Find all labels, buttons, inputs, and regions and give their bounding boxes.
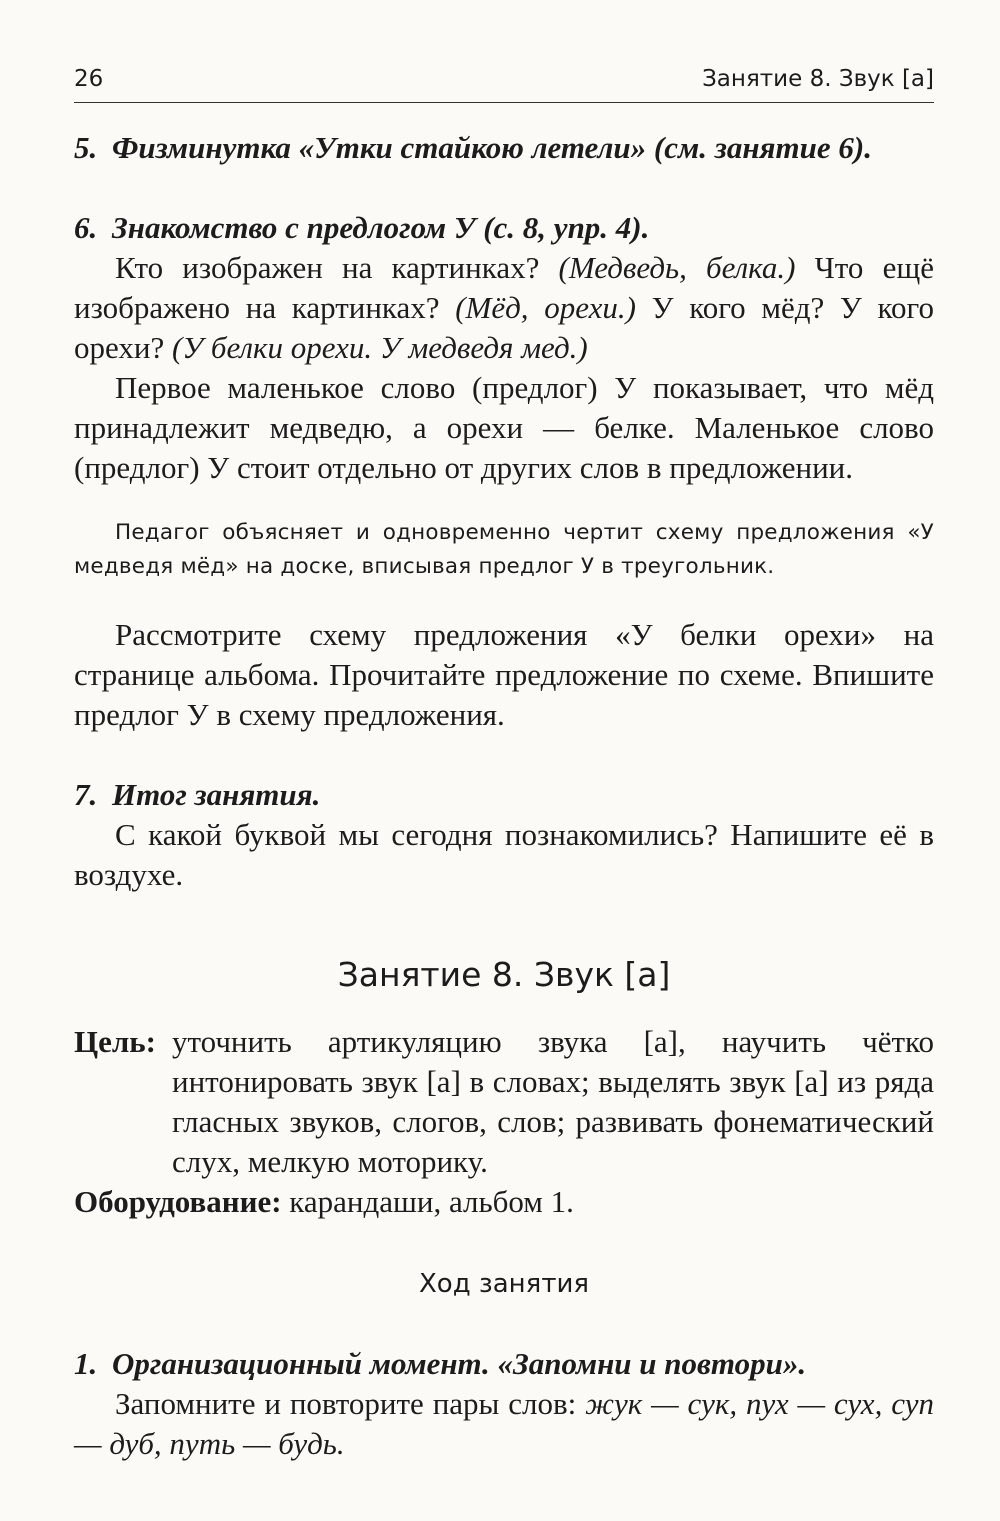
section-6-paragraph-3: Рассмотрите схему предложения «У белки орехи» на странице альбома. Прочитайте предложение по схеме. Впишите предлог У в схему предложения. xyxy=(74,617,934,732)
section-7-paragraph: С какой буквой мы сегодня познакомились? Напишите её в воздухе. xyxy=(74,817,934,892)
section-1-paragraph: Запомните и повторите пары слов: жук — сук, пух — сух, суп — дуб, путь — будь. xyxy=(74,1386,934,1461)
lesson-title: Занятие 8. Звук [а] xyxy=(337,955,671,994)
lesson-progress-title: Ход занятия xyxy=(418,1269,590,1299)
section-6-paragraph-1: Кто изображен на картинках? (Медведь, белка.) Что ещё изображено на картинках? (Мёд, орехи.) У кого мёд? У кого орехи? (У белки орехи. У медведя мед.) xyxy=(74,250,934,365)
equipment-label: Оборудование: xyxy=(74,1184,282,1219)
lesson-equipment xyxy=(74,1182,934,1222)
equipment-text: карандаши, альбом 1. xyxy=(281,1184,574,1219)
teacher-note: Педагог объясняет и одновременно чертит схему предложения «У медведя мёд» на доске, вписывая предлог У в треугольник. xyxy=(74,520,934,579)
section-1-heading: 1. Организационный момент. «Запомни и повтори». xyxy=(74,1346,807,1381)
section-6-heading: 6. Знакомство с предлогом У (с. 8, упр. 4). xyxy=(74,210,650,245)
lesson-goal xyxy=(74,1022,934,1182)
section-7-heading: 7. Итог занятия. xyxy=(74,777,321,812)
goal-label: Цель: xyxy=(74,1024,156,1059)
page-header xyxy=(74,60,934,103)
running-title: Занятие 8. Звук [а] xyxy=(702,66,934,92)
goal-text: уточнить артикуляцию звука [а], научить чётко интонировать звук [а] в словах; выделять звук [а] из ряда гласных звуков, слогов, слов; развивать фонематический слух, мелкую моторику. xyxy=(172,1024,934,1179)
section-6-paragraph-2: Первое маленькое слово (предлог) У показывает, что мёд принадлежит медведю, а орехи — белке. Маленькое слово (предлог) У стоит отдельно от других слов в предложении. xyxy=(74,370,934,485)
section-5-heading: 5. Физминутка «Утки стайкою летели» (см. занятие 6). xyxy=(74,130,872,165)
page-content xyxy=(74,128,934,1464)
page-number: 26 xyxy=(74,66,104,92)
